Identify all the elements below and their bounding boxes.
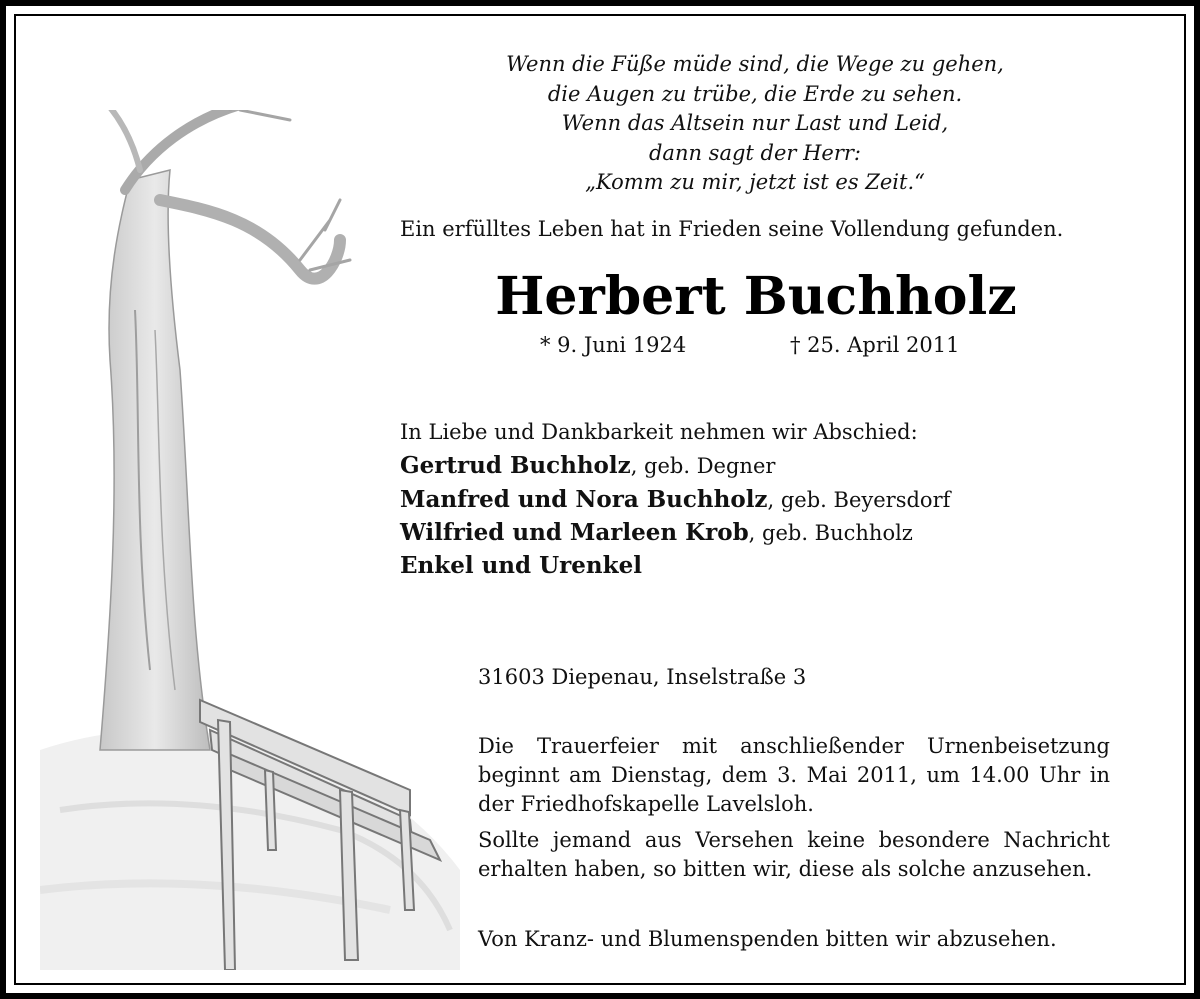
poem-line: Wenn die Füße müde sind, die Wege zu gehen, [506, 52, 1004, 76]
poem [400, 50, 1110, 198]
mourner-line [400, 552, 642, 579]
mourner-name: Gertrud Buchholz [400, 452, 631, 479]
address: 31603 Diepenau, Inselstraße 3 [478, 665, 807, 689]
poem-line: Wenn das Altsein nur Last und Leid, [561, 111, 949, 135]
birth-date: * 9. Juni 1924 [540, 333, 687, 357]
mourner-name: Enkel und Urenkel [400, 552, 642, 579]
deceased-name: Herbert Buchholz [495, 266, 1017, 327]
mourner-suffix: , geb. Beyersdorf [767, 488, 951, 512]
farewell-text: In Liebe und Dankbarkeit nehmen wir Abschied: [400, 420, 918, 444]
mourner-name: Manfred und Nora Buchholz [400, 486, 768, 513]
mourner-suffix: , geb. Buchholz [748, 521, 913, 545]
poem-line: dann sagt der Herr: [648, 140, 862, 165]
mourner-line [400, 452, 775, 479]
mourner-name: Wilfried und Marleen Krob [400, 519, 749, 546]
mourner-line [400, 519, 913, 546]
ceremony-paragraph: Die Trauerfeier mit anschließender Urnenbeisetzung beginnt am Dienstag, dem 3. Mai 2011, um 14.00 Uhr in der Friedhofskapelle Lavelsloh. [478, 734, 1110, 816]
poem-line: „Komm zu mir, jetzt ist es Zeit.“ [585, 170, 925, 194]
intro-text: Ein erfülltes Leben hat in Frieden seine Vollendung gefunden. [400, 217, 1064, 241]
donation-paragraph: Von Kranz- und Blumenspenden bitten wir abzusehen. [478, 927, 1057, 951]
poem-line: die Augen zu trübe, die Erde zu sehen. [547, 81, 963, 106]
death-date: † 25. April 2011 [790, 333, 960, 357]
notice-paragraph: Sollte jemand aus Versehen keine besondere Nachricht erhalten haben, so bitten wir, diese als solche anzusehen. [478, 828, 1110, 881]
mourner-line [400, 486, 950, 513]
tree-icon [80, 110, 350, 750]
mourner-suffix: , geb. Degner [630, 454, 776, 478]
